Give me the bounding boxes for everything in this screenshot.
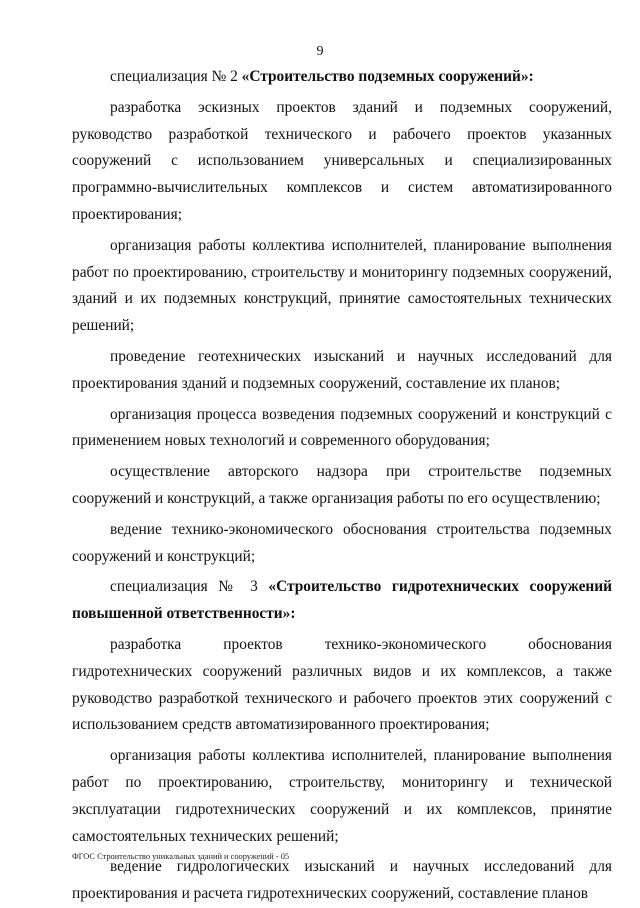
- document-body: [72, 64, 612, 908]
- spec2-suffix: :: [528, 68, 534, 85]
- spec3-title: «Строительство гидротехнических сооружений повышенной ответственности»: [72, 578, 612, 623]
- spec2-item-1: разработка эскизных проектов зданий и подземных сооружений, руководство разработкой технического и рабочего проектов указанных сооружений с использованием универсальных и специализированных программно-вычислительных комплексов и систем автоматизированного проектирования;: [72, 98, 612, 223]
- spec3-item-2: организация работы коллектива исполнителей, планирование выполнения работ по проектированию, строительству, мониторингу и технической эксплуатации гидротехнических сооружений и их комплексов, принятие самостоятельных технических решений;: [72, 747, 612, 845]
- spec2-title: «Строительство подземных сооружений»: [241, 68, 529, 85]
- spec2-heading: [72, 64, 612, 91]
- spec2-prefix: специализация № 2: [110, 68, 242, 85]
- spec3-prefix: специализация № 3: [110, 578, 269, 596]
- spec2-item-3: проведение геотехнических изысканий и научных исследований для проектирования зданий и подземных сооружений, составление их планов;: [72, 347, 612, 392]
- spec2-item-5: осуществление авторского надзора при строительстве подземных сооружений и конструкций, а также организация работы по его осуществлению;: [72, 463, 612, 507]
- spec3-item-1: разработка проектов технико-экономического обоснования гидротехнических сооружений различных видов и их комплексов, а также руководство разработкой технического и рабочего проектов этих сооружений с использованием средств автоматизированного проектирования;: [72, 635, 612, 734]
- spec3-suffix: :: [290, 605, 296, 623]
- footer-text: ФГОС Строительство уникальных зданий и сооружений - 05: [72, 852, 290, 861]
- spec3-item-3: ведение гидрологических изысканий и научных исследований для проектирования и расчета гидротехнических сооружений, составление планов: [72, 858, 612, 903]
- spec2-item-4: организация процесса возведения подземных сооружений и конструкций с применением новых технологий и современного оборудования;: [72, 405, 612, 450]
- page-number: 9: [316, 44, 324, 59]
- spec2-item-2: организация работы коллектива исполнителей, планирование выполнения работ по проектированию, строительству и мониторингу подземных сооружений, зданий и их подземных конструкций, принятие самостоятельных технических решений;: [72, 236, 612, 335]
- spec3-heading: [72, 574, 612, 628]
- spec2-item-6: ведение технико-экономического обоснования строительства подземных сооружений и конструкций;: [72, 520, 612, 565]
